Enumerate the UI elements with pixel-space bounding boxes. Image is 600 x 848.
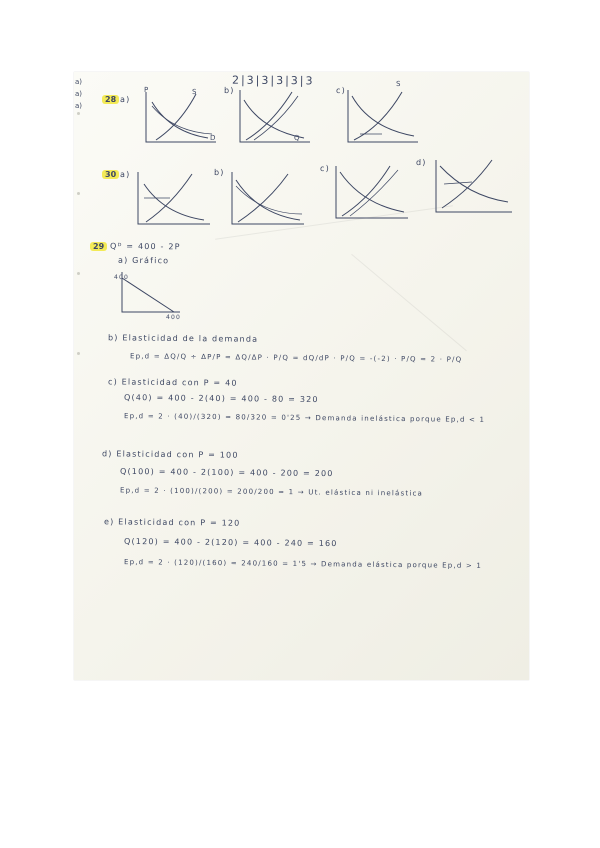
- supply-demand-graph-30b: [224, 168, 306, 232]
- margin-mark: a): [75, 78, 83, 86]
- margin-mark: a): [75, 90, 83, 98]
- supply-demand-graph-30a: [130, 168, 212, 232]
- demand-equation: Qᴰ = 400 - 2P: [109, 241, 181, 252]
- row2-label-d: d): [415, 157, 427, 168]
- margin-mark: a): [75, 102, 83, 110]
- part-a-title: a) Gráfico: [117, 255, 170, 266]
- axis-label-p: P: [143, 85, 150, 95]
- curve-label-d: D: [209, 133, 217, 143]
- row1-label-c: c): [335, 85, 346, 96]
- row2-label-b: b): [213, 167, 225, 178]
- supply-demand-graph-28a: [140, 85, 220, 146]
- paper-shadow: [351, 254, 467, 351]
- row1-label-b: b): [223, 85, 235, 96]
- axis-label-q: Q: [293, 133, 301, 143]
- graph-x-intercept: 400: [165, 313, 182, 322]
- part-c-title: c) Elasticidad con P = 40: [107, 377, 238, 388]
- curve-label-s: S: [191, 87, 198, 97]
- part-e-line1: Q(120) = 400 - 2(120) = 400 - 240 = 160: [123, 536, 338, 549]
- part-c-line2: Ep,d = 2 · (40)/(320) = 80/320 = 0'25 → Demanda inelástica porque Ep,d < 1: [123, 412, 486, 424]
- perforation: [77, 112, 80, 115]
- notebook-photo: [74, 72, 529, 680]
- part-b-formula: Ep,d = ΔQ/Q ÷ ΔP/P = ΔQ/ΔP · P/Q = dQ/dP · P/Q = -(-2) · P/Q = 2 · P/Q: [129, 352, 463, 364]
- top-scribble: 2|3|3|3|3|3: [231, 73, 315, 88]
- row1-label-a: a): [119, 94, 131, 105]
- part-b-title: b) Elasticidad de la demanda: [107, 333, 259, 344]
- exercise-number-28: 28: [102, 95, 119, 104]
- row2-label-c: c): [319, 163, 330, 174]
- part-c-line1: Q(40) = 400 - 2(40) = 400 - 80 = 320: [123, 392, 319, 405]
- graph-y-intercept: 400: [113, 273, 130, 282]
- exercise-number-30: 30: [102, 170, 119, 179]
- perforation: [77, 272, 80, 275]
- supply-demand-graph-28b: [234, 86, 314, 146]
- part-d-line1: Q(100) = 400 - 2(100) = 400 - 200 = 200: [119, 466, 334, 479]
- row2-label-a: a): [119, 169, 131, 180]
- part-e-line2: Ep,d = 2 · (120)/(160) = 240/160 = 1'5 → Demanda elástica porque Ep,d > 1: [123, 558, 483, 570]
- perforation: [77, 192, 80, 195]
- curve-label-s: S: [395, 79, 402, 89]
- exercise-number-29: 29: [90, 242, 107, 251]
- part-e-title: e) Elasticidad con P = 120: [103, 517, 241, 528]
- perforation: [77, 352, 80, 355]
- part-d-title: d) Elasticidad con P = 100: [101, 449, 239, 460]
- supply-demand-graph-30d: [428, 156, 514, 220]
- supply-demand-graph-28c: [342, 86, 422, 146]
- part-d-line2: Ep,d = 2 · (100)/(200) = 200/200 = 1 → Ut. elástica ni inelástica: [119, 486, 424, 498]
